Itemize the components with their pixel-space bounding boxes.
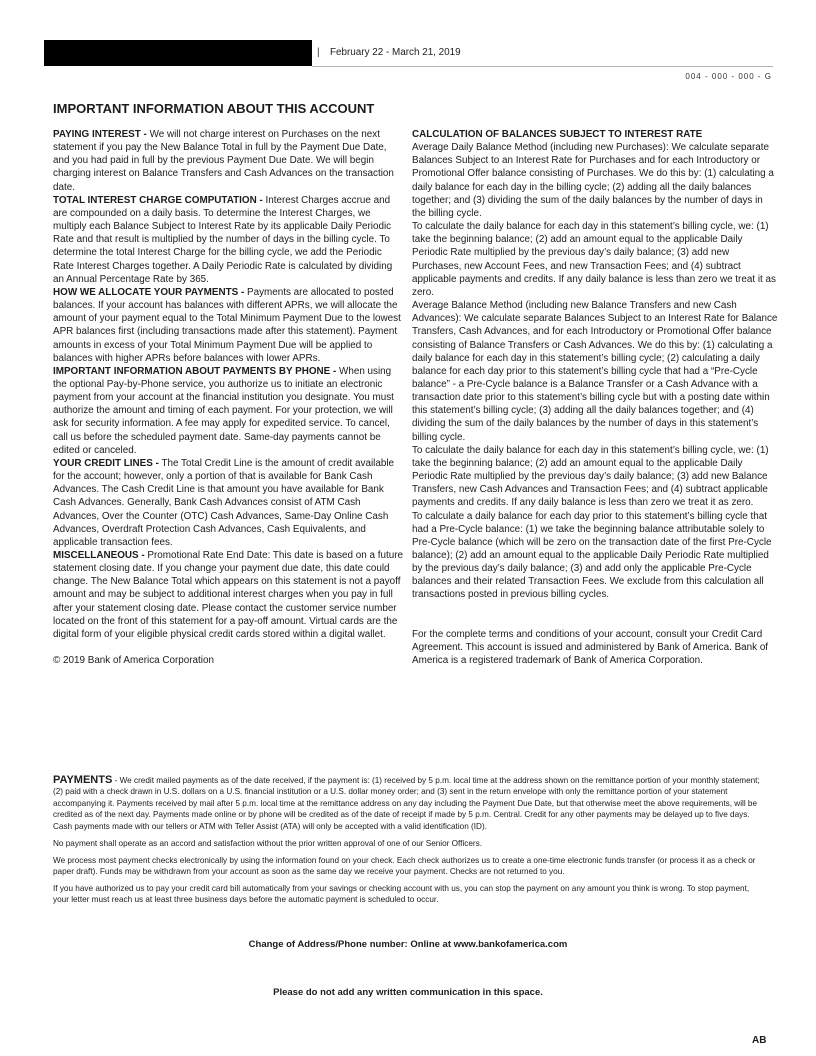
header-separator: |	[317, 47, 320, 58]
balance-calculation-heading	[412, 128, 778, 141]
section-heading: IMPORTANT INFORMATION ABOUT PAYMENTS BY PHONE -	[53, 365, 337, 377]
account-code: 004 - 000 - 000 - G	[685, 72, 772, 81]
balance-paragraph: To calculate the daily balance for each day in this statement’s billing cycle, we: (1) take the beginning balance; (2) add an amount equal to the applicable Daily Periodic Rate multiplied by the previous day’s daily balance; (3) add new Purchases, new Account Fees, and new Transaction Fees; and (4) subtract applicable payments and credits. If any daily balance is less than zero we treat it as zero.	[412, 221, 776, 298]
copyright-notice: © 2019 Bank of America Corporation	[53, 655, 214, 667]
section-heading: CALCULATION OF BALANCES SUBJECT TO INTEREST RATE	[412, 129, 703, 140]
page-title: IMPORTANT INFORMATION ABOUT THIS ACCOUNT	[53, 101, 375, 116]
balance-paragraph: To calculate a daily balance for each day prior to this statement’s billing cycle that had a Pre-Cycle balance: (1) we take the beginning balance attributable solely to Pre-Cycle balance (which will be zero on the transaction date of the first Pre-Cycle balance); (2) add an amount equal to the applicable Daily Periodic Rate multiplied by the previous day’s daily balance; (3) and add only the applicable Pre-Cycle balances and their related Transaction Fees. We exclude from this calculation all transactions posted in previous billing cycles.	[412, 510, 772, 601]
footer-code: AB	[752, 1035, 767, 1046]
section-body: Promotional Rate End Date: This date is based on a future statement closing date. If you change your payment due date, this date could change. The New Balance Total which appears on this statement is not a payoff amount and may be subject to additional interest charges when you pay in full after your statement closing date. Please contact the customer service number located on the front of this statement for a pay-off amount. Virtual cards are the digital form of your eligible physical credit cards stored within a digital wallet.	[53, 550, 403, 640]
payments-paragraph: No payment shall operate as an accord and satisfaction without the prior written approval of one of our Senior Officers.	[53, 838, 483, 848]
section-heading: MISCELLANEOUS -	[53, 550, 145, 561]
section-body: The Total Credit Line is the amount of credit available for the account; however, only a portion of that is available for Bank Cash Advances. The Cash Credit Line is that amount you have available for Bank Cash Advances. Generally, Bank Cash Advances consist of ATM Cash Advances, Over the Counter (OTC) Cash Advances, Same-Day Online Cash Advances, Overdraft Protection Cash Advances, Cash Equivalents, and applicable transaction fees.	[53, 457, 395, 548]
section-heading: YOUR CREDIT LINES -	[53, 457, 159, 469]
section-credit-lines	[53, 457, 405, 549]
payments-paragraph: If you have authorized us to pay your credit card bill automatically from your savings or checking account with us, you can stop the payment on any amount you think is wrong. To stop payment, your letter must reach us at least three business days before the automatic payment is scheduled to occur.	[53, 884, 750, 905]
section-body: Interest Charges accrue and are compounded on a daily basis. To determine the Interest Charges, we multiply each Balance Subject to Interest Rate by its applicable Daily Periodic Rate and that result is multiplied by the number of days in the billing cycle. To determine the total Interest Charge for the billing cycle, we add the Periodic Rate Interest Charges together. A Daily Periodic Rate is calculated by dividing an Annual Percentage Rate by 365.	[53, 194, 393, 285]
section-heading: PAYING INTEREST -	[53, 129, 147, 140]
statement-period: February 22 - March 21, 2019	[330, 47, 461, 58]
section-interest-charge-computation	[53, 194, 405, 286]
section-payments-by-phone	[53, 365, 405, 457]
balance-paragraph: Average Balance Method (including new Balance Transfers and new Cash Advances): We calculate separate Balances Subject to an Interest Rate for Balance Transfers, Cash Advances, and for each Introductory or Promotional Offer balance consisting of Balance Transfers or Cash Advances. We do this by: (1) calculating a daily balance for each day in this statement’s billing cycle; (2) calculating a daily balance for each day prior to this statement’s billing cycle that had a “Pre-Cycle balance” - a Pre-Cycle balance is a Balance Transfer or a Cash Advance with a transaction date prior to this statement’s billing cycle but with a posting date within this statement’s billing cycle; (3) adding all the daily balances together; and (4) dividing the sum of the daily balances by the number of days in this statement’s billing cycle.	[412, 300, 778, 443]
terms-closing-note: For the complete terms and conditions of your account, consult your Credit Card Agreement. This account is issued and administered by Bank of America. Bank of America is a registered trademark of Bank of America Corporation.	[412, 628, 769, 667]
section-heading: HOW WE ALLOCATE YOUR PAYMENTS -	[53, 286, 245, 298]
section-payment-allocation	[53, 286, 405, 365]
right-column	[412, 128, 778, 667]
payments-heading: PAYMENTS	[53, 774, 113, 786]
section-miscellaneous	[53, 549, 405, 641]
section-body: Payments are allocated to posted balances. If your account has balances with different APRs, we will allocate the amount of your payment equal to the Total Minimum Payment Due to the lowest APR balances first (including transactions made after this statement). Payment amounts in excess of your Total Minimum Payment Due will be applied to balances with higher APRs before balances with lower APRs.	[53, 286, 401, 364]
payments-paragraph: We process most payment checks electronically by using the information found on your check. Each check authorizes us to create a one-time electronic funds transfer (or process it as a check or paper draft). Funds may be withdrawn from your account as soon as the same day we receive your payment. Checks are not returned to you.	[53, 855, 756, 877]
balance-paragraph: To calculate the daily balance for each day in this statement’s billing cycle, we: (1) take the beginning balance; (2) add an amount equal to the applicable Daily Periodic Rate multiplied by the previous day’s daily balance; (3) add new Balance Transfers, new Cash Advances and Transaction Fees; and (4) subtract applicable payments and credits. If any daily balance is less than zero we treat it as zero.	[412, 444, 769, 509]
no-write-notice: Please do not add any written communication in this space.	[273, 987, 543, 998]
left-column	[53, 128, 405, 667]
section-body: When using the optional Pay-by-Phone service, you authorize us to initiate an electronic payment from your account at the financial institution you designate. You must authorize the amount and timing of each payment. For your protection, we will ask for security information. A fee may apply for expedited service. To cancel, call us before the scheduled payment date. Same-day payments cannot be edited or canceled.	[53, 365, 394, 456]
payments-section	[53, 775, 763, 911]
section-heading: TOTAL INTEREST CHARGE COMPUTATION -	[53, 194, 263, 206]
payments-paragraph	[53, 775, 763, 832]
address-change-notice: Change of Address/Phone number: Online at www.bankofamerica.com	[248, 939, 568, 950]
section-body: We will not charge interest on Purchases on the next statement if you pay the New Balance Total in full by the Payment Due Date, and you had paid in full by the previous Payment Due Date. We will begin charging interest on Balance Transfers and Cash Advances on the transaction date.	[53, 129, 394, 193]
balance-paragraph: Average Daily Balance Method (including new Purchases): We calculate separate Balances Subject to an Interest Rate for Purchases and for each Introductory or Promotional Offer balance consisting of Purchases. We do this by: (1) calculating a daily balance for each day in the billing cycle; (2) adding all the daily balances together; and (3) dividing the sum of the daily balances by the number of days in the billing cycle.	[412, 142, 774, 219]
payments-body: - We credit mailed payments as of the date received, if the payment is: (1) received by 5 p.m. local time at the address shown on the remittance portion of your monthly statement; (2) paid with a check drawn in U.S. dollars on a U.S. financial institution or a U.S. dollar money order; and (3) sent in the return envelope with only the remittance portion of your statement accompanying it. Payments received by mail after 5 p.m. local time at the remittance address on any day including the Payment Due Date, but that otherwise meet the above requirements, will be credited as of the next day. Payments made online or by phone will be credited as of the date of receipt if made by 5 p.m. Central. Credit for any other payments may be delayed up to five days. Cash payments made with our tellers or ATM with Teller Assist (ATA) will only be accepted with a valid identification (ID).	[53, 776, 760, 831]
section-paying-interest	[53, 128, 405, 194]
header-divider	[312, 66, 773, 67]
redacted-account-bar	[44, 40, 312, 66]
